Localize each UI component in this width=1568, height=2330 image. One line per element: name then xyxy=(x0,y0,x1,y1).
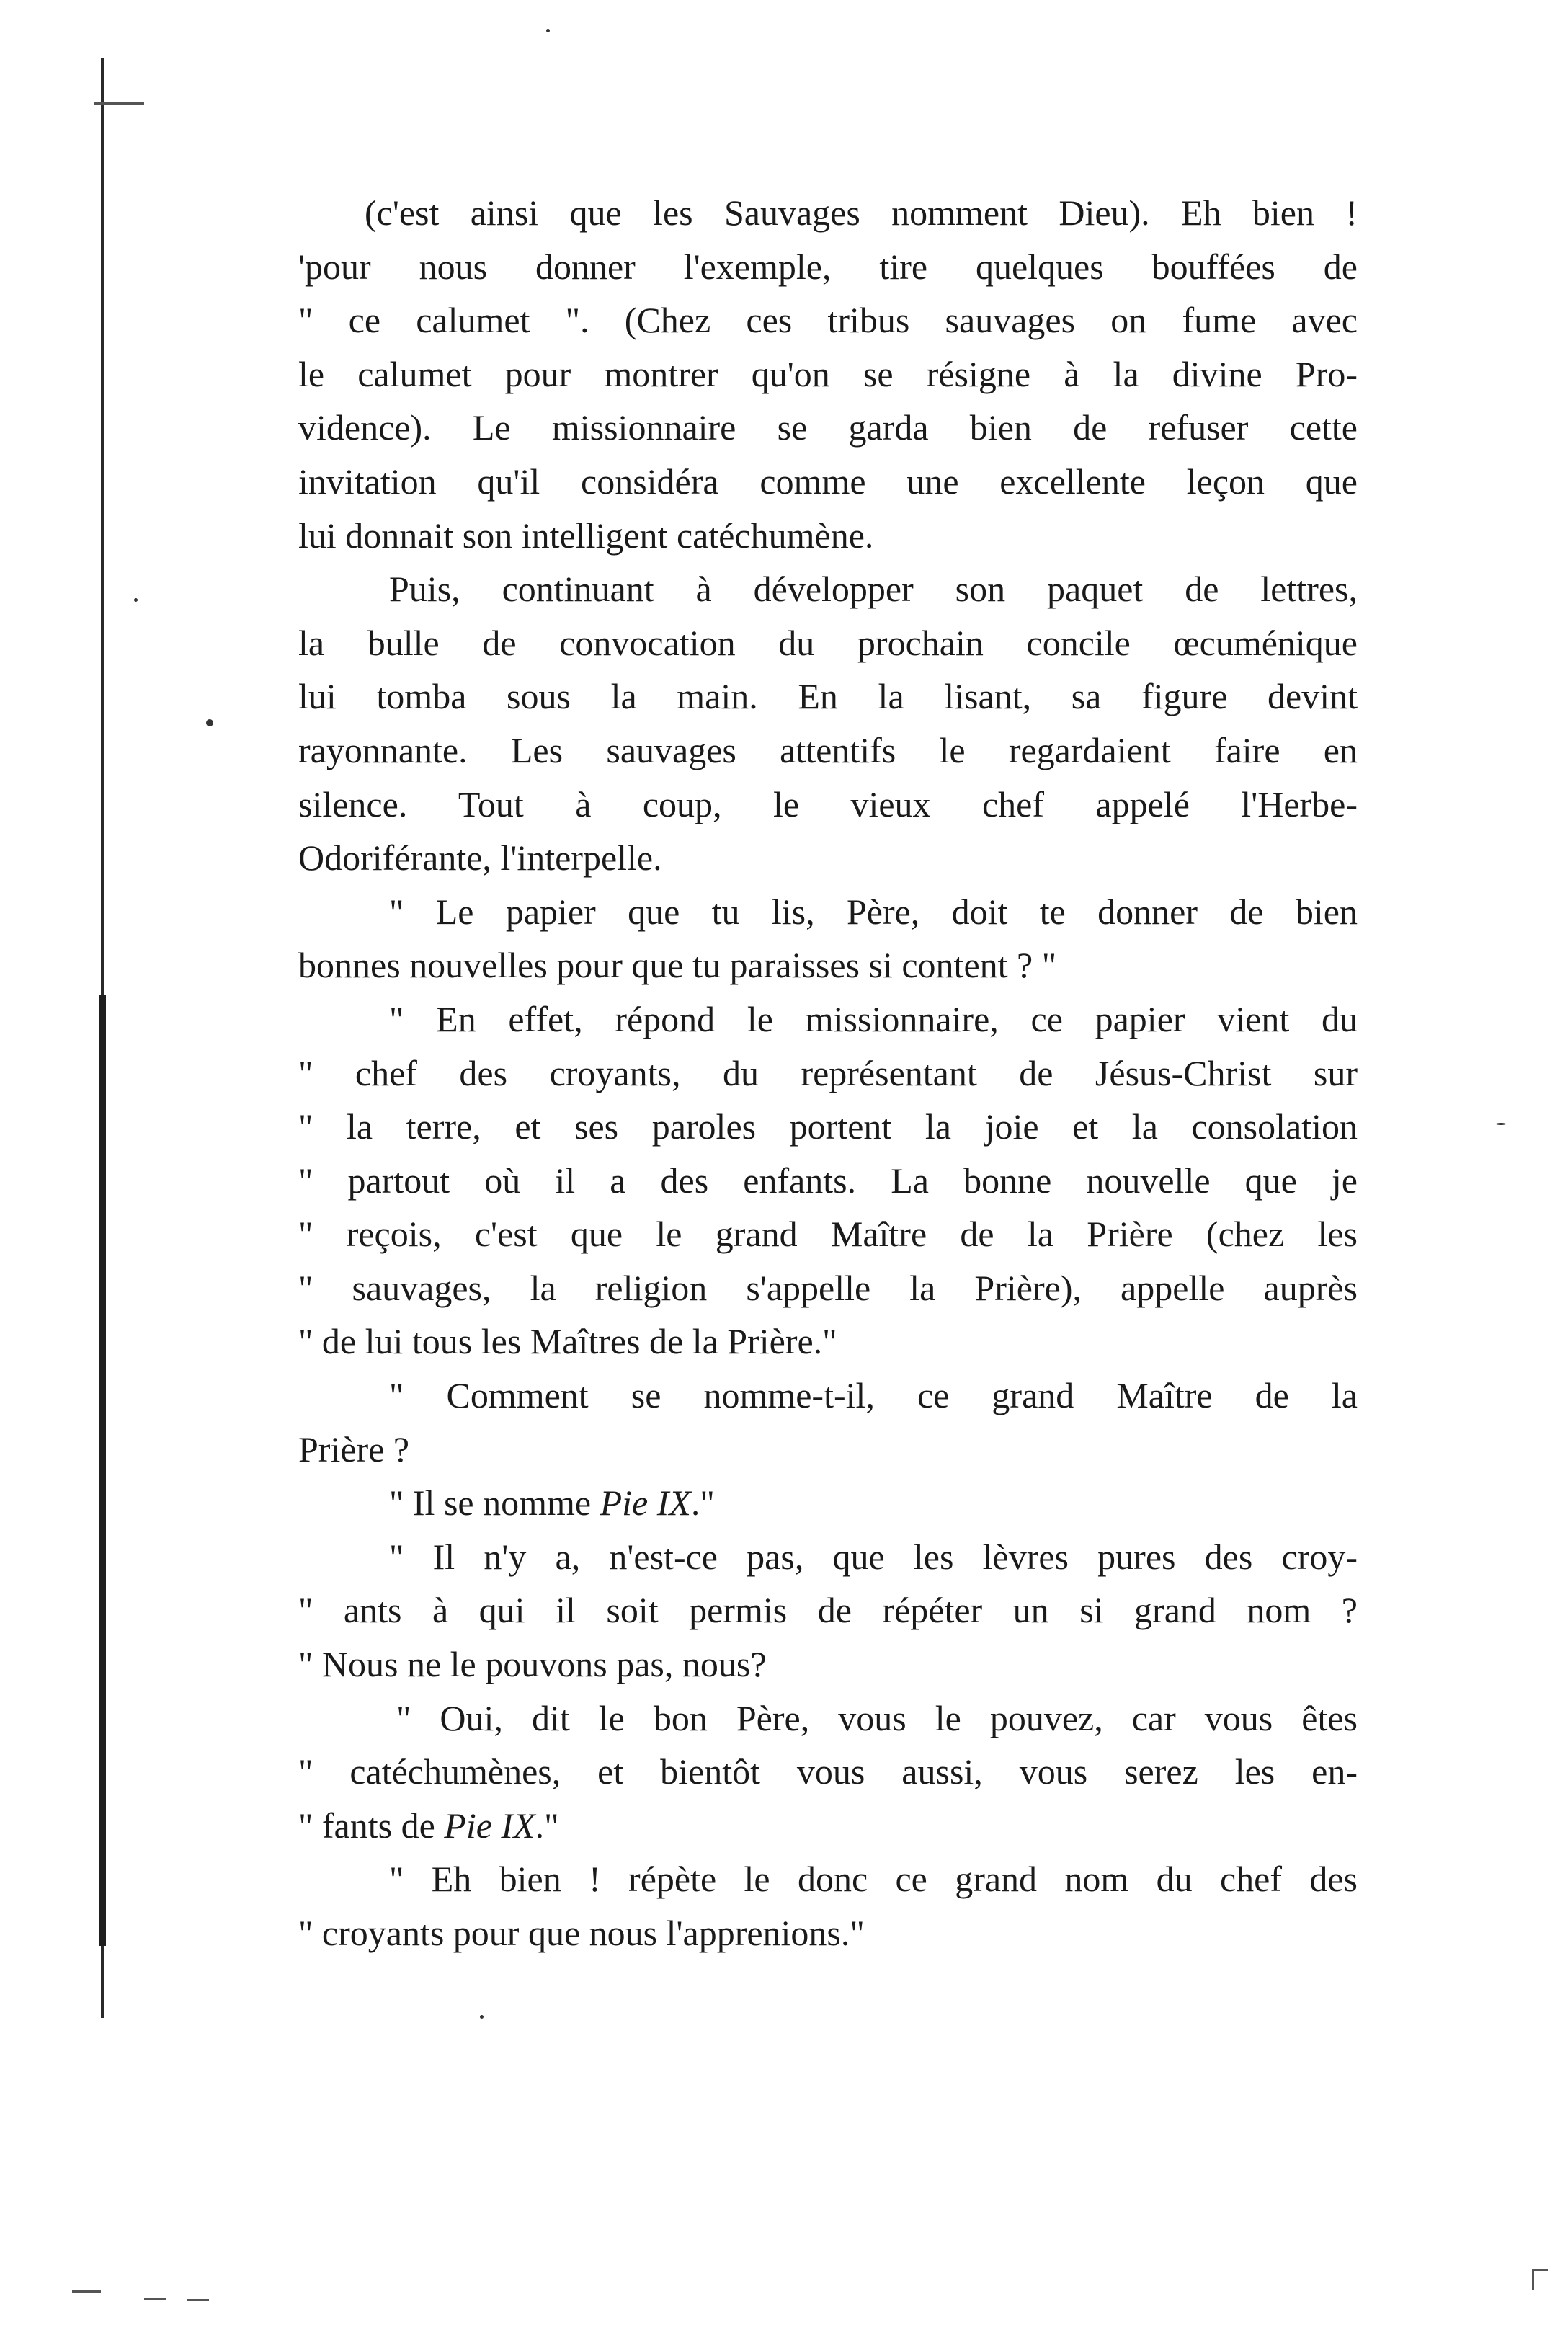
text-line: Puis, continuant à développer son paquet de lettres, xyxy=(389,569,1358,610)
margin-mark xyxy=(144,2298,166,2300)
text-line xyxy=(298,1476,1358,1530)
margin-mark xyxy=(1532,2269,1534,2290)
text-line: " Nous ne le pouvons pas, nous? xyxy=(298,1644,767,1685)
text-line: 'pour nous donner l'exemple, tire quelques bouffées de xyxy=(298,246,1358,287)
text-line: Odoriférante, l'interpelle. xyxy=(298,837,662,879)
text-line: la bulle de convocation du prochain concile œcuménique xyxy=(298,622,1358,663)
text-line: " de lui tous les Maîtres de la Prière." xyxy=(298,1321,837,1362)
margin-mark xyxy=(94,102,144,105)
text-line xyxy=(298,1799,1358,1853)
ink-speck xyxy=(134,598,138,602)
text-line: lui tomba sous la main. En la lisant, sa figure devint xyxy=(298,676,1358,717)
text-line: " Comment se nomme-t-il, ce grand Maître de la xyxy=(389,1375,1358,1416)
italic-name: Pie IX xyxy=(444,1805,535,1846)
binding-edge-shadow xyxy=(99,995,106,1946)
text-line-segment: " fants de xyxy=(298,1805,445,1846)
text-line: " croyants pour que nous l'apprenions." xyxy=(298,1913,865,1953)
text-line: " Le papier que tu lis, Père, doit te donner de bien xyxy=(389,891,1358,932)
margin-mark xyxy=(72,2290,101,2293)
text-line: " ce calumet ". (Chez ces tribus sauvages on fume avec xyxy=(298,300,1358,341)
text-line: le calumet pour montrer qu'on se résigne à la divine Pro- xyxy=(298,353,1358,394)
text-line: " sauvages, la religion s'appelle la Prière), appelle auprès xyxy=(298,1267,1358,1308)
text-line: " catéchumènes, et bientôt vous aussi, vous serez les en- xyxy=(298,1751,1358,1792)
text-line: " Eh bien ! répète le donc ce grand nom du chef des xyxy=(389,1859,1358,1900)
text-line: " la terre, et ses paroles portent la joie et la consolation xyxy=(298,1106,1358,1147)
text-line: invitation qu'il considéra comme une excellente leçon que xyxy=(298,461,1358,502)
margin-mark xyxy=(187,2299,209,2301)
text-line: " ants à qui il soit permis de répéter un si grand nom ? xyxy=(298,1590,1358,1631)
text-line-segment: ." xyxy=(535,1805,559,1846)
text-line: " Oui, dit le bon Père, vous le pouvez, car vous êtes xyxy=(396,1697,1358,1738)
text-line: " reçois, c'est que le grand Maître de la Prière (chez les xyxy=(298,1214,1358,1255)
text-line: vidence). Le missionnaire se garda bien de refuser cette xyxy=(298,407,1358,448)
ink-speck xyxy=(206,719,213,726)
text-line: " chef des croyants, du représentant de Jésus-Christ sur xyxy=(298,1052,1358,1093)
text-line-segment: " Il se nomme xyxy=(389,1482,600,1524)
italic-name: Pie IX xyxy=(600,1482,691,1524)
margin-mark xyxy=(1532,2269,1548,2271)
text-line: Prière ? xyxy=(298,1428,410,1469)
text-line: " partout où il a des enfants. La bonne nouvelle que je xyxy=(298,1160,1358,1201)
ink-speck xyxy=(546,29,550,32)
text-line: rayonnante. Les sauvages attentifs le regardaient faire en xyxy=(298,729,1358,770)
text-line: bonnes nouvelles pour que tu paraisses si content ? " xyxy=(298,945,1057,986)
text-line: silence. Tout à coup, le vieux chef appelé l'Herbe- xyxy=(298,783,1358,824)
text-line-segment: ." xyxy=(690,1482,715,1524)
body-text xyxy=(298,186,1358,1960)
text-line: (c'est ainsi que les Sauvages nomment Dieu). Eh bien ! xyxy=(365,192,1358,233)
text-line: " En effet, répond le missionnaire, ce papier vient du xyxy=(389,998,1358,1039)
text-line: " Il n'y a, n'est-ce pas, que les lèvres pures des croy- xyxy=(389,1536,1358,1577)
text-line: lui donnait son intelligent catéchumène. xyxy=(298,515,874,556)
ink-speck xyxy=(1496,1123,1506,1125)
ink-speck xyxy=(480,2015,484,2019)
